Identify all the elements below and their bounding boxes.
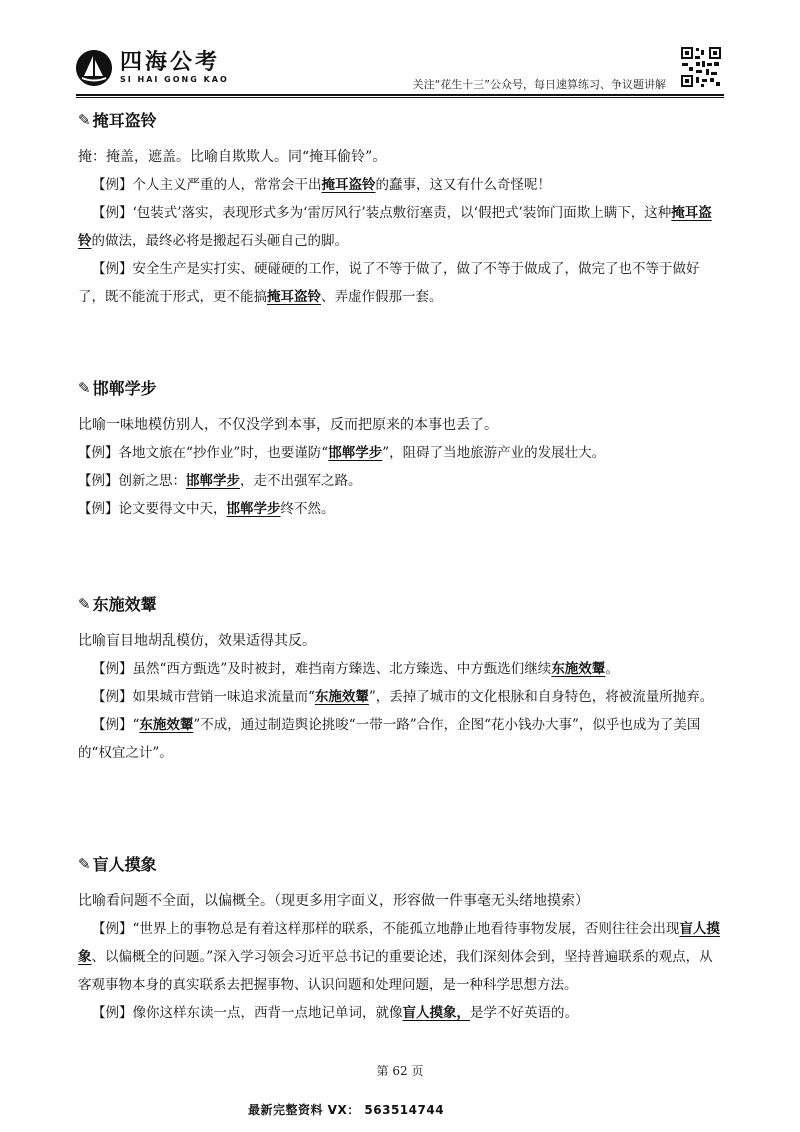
pencil-icon: ✎ — [78, 378, 91, 397]
example-text: “世界上的事物总是有着这样那样的联系，不能孤立地静止地看待事物发展，否则往往会出现 — [132, 921, 680, 937]
example-text: ”，阻碍了当地旅游产业的发展壮大。 — [382, 445, 606, 461]
idiom-keyword: 邯郸学步 — [328, 445, 383, 461]
example-text: 的做法，最终必将是搬起石头砸自己的脚。 — [91, 233, 348, 249]
example-tag: 【例】 — [78, 445, 119, 461]
idiom-keyword: 东施效颦 — [314, 689, 369, 705]
idiom-section — [78, 852, 724, 1027]
sailboat-logo-icon — [76, 50, 112, 86]
example-tag: 【例】 — [92, 661, 133, 677]
idiom-definition: 掩：掩盖，遮盖。比喻自欺欺人。同“掩耳偷铃”。 — [78, 149, 387, 165]
idiom-keyword: 邯郸学步 — [226, 501, 281, 517]
example-sentence — [78, 711, 724, 767]
example-sentence — [78, 467, 724, 495]
example-sentence — [78, 255, 724, 311]
example-text: 创新之思： — [118, 473, 186, 489]
idiom-section — [78, 108, 724, 311]
example-text: “ — [132, 717, 140, 733]
pencil-icon: ✎ — [78, 110, 91, 129]
page-header — [0, 0, 800, 100]
idiom-title: 邯郸学步 — [92, 379, 157, 398]
pencil-icon: ✎ — [78, 854, 91, 873]
example-sentence — [78, 199, 724, 255]
example-text: 个人主义严重的人，常常会干出 — [132, 177, 322, 193]
idiom-title: 东施效颦 — [92, 595, 157, 614]
example-text: 各地文旅在“抄作业”时，也要谨防“ — [118, 445, 329, 461]
header-divider — [76, 94, 724, 96]
example-text: 的蠢事，这又有什么奇怪呢！ — [375, 177, 551, 193]
idiom-keyword: 掩耳盗铃 — [267, 289, 321, 305]
example-tag: 【例】 — [92, 717, 133, 733]
example-text: ‘包装式’落实，表现形式多为‘雷厉风行’装点敷衍塞责，以‘假把式’装饰门面欺上瞒下，这种 — [132, 205, 672, 221]
header-note: 关注“花生十三”公众号，每日速算练习、争议题讲解 — [412, 78, 666, 91]
example-text: 像你这样东读一点，西背一点地记单词，就像 — [132, 1005, 403, 1021]
example-sentence — [78, 171, 724, 199]
example-tag: 【例】 — [92, 177, 133, 193]
example-sentence — [78, 915, 724, 999]
example-sentence — [78, 655, 724, 683]
example-text: ”，丢掉了城市的文化根脉和自身特色，将被流量所抛弃。 — [368, 689, 714, 705]
example-tag: 【例】 — [92, 261, 133, 277]
example-text: 、弄虚作假那一套。 — [321, 289, 443, 305]
header-divider-thin — [76, 97, 724, 98]
idiom-section — [78, 592, 724, 767]
example-text: 如果城市营销一味追求流量而“ — [132, 689, 315, 705]
example-text: 、以偏概全的问题。”深入学习领会习近平总书记的重要论述，我们深刻体会到，坚持普遍联系的观点，从客观事物本身的真实联系去把握事物、认识问题和处理问题，是一种科学思想方法。 — [78, 949, 713, 993]
example-sentence — [78, 495, 724, 523]
example-text: ”不成，通过制造舆论挑唆“一带一路”合作，企图“花小钱办大事”，似乎也成为了美国的“权宜之计”。 — [78, 717, 701, 761]
idiom-title: 盲人摸象 — [92, 855, 157, 874]
example-text: 虽然“西方甄选”及时被封，难挡南方臻选、北方臻选、中方甄选们继续 — [132, 661, 552, 677]
example-tag: 【例】 — [78, 473, 119, 489]
example-text: 论文要得文中天， — [118, 501, 227, 517]
idiom-section — [78, 376, 724, 523]
page-number: 第 62 页 — [376, 1064, 424, 1078]
example-tag: 【例】 — [92, 921, 133, 937]
example-tag: 【例】 — [78, 501, 119, 517]
idiom-keyword: 盲人摸象 — [78, 921, 720, 965]
idiom-definition: 比喻盲目地胡乱模仿，效果适得其反。 — [78, 633, 316, 649]
example-sentence — [78, 439, 724, 467]
idiom-definition: 比喻看问题不全面，以偏概全。（现更多用字面义，形容做一件事毫无头绪地摸索） — [78, 893, 589, 909]
example-sentence — [78, 683, 724, 711]
pencil-icon: ✎ — [78, 594, 91, 613]
example-text: ，走不出强军之路。 — [240, 473, 362, 489]
idiom-keyword: 东施效颦 — [139, 717, 194, 733]
idiom-keyword: 盲人摸象， — [402, 1005, 470, 1021]
idiom-keyword: 掩耳盗铃 — [321, 177, 376, 193]
qr-code-icon — [680, 46, 722, 88]
example-tag: 【例】 — [92, 689, 133, 705]
idiom-title: 掩耳盗铃 — [92, 111, 157, 130]
idiom-definition: 比喻一味地模仿别人，不仅没学到本事，反而把原来的本事也丢了。 — [78, 417, 498, 433]
logo-subtitle: SI HAI GONG KAO — [120, 75, 229, 84]
brand-logo — [76, 50, 229, 86]
idiom-keyword: 东施效颦 — [551, 661, 606, 677]
idiom-keyword: 邯郸学步 — [186, 473, 240, 489]
footer-promo: 最新完整资料 VX： 563514744 — [248, 1103, 445, 1117]
example-text: 。 — [605, 661, 619, 677]
logo-title: 四海公考 — [120, 50, 221, 75]
example-sentence — [78, 999, 724, 1027]
example-text: 终不然。 — [280, 501, 335, 517]
example-tag: 【例】 — [92, 1005, 133, 1021]
example-text: 是学不好英语的。 — [470, 1005, 578, 1021]
idiom-keyword: 掩耳盗铃 — [78, 205, 712, 249]
example-tag: 【例】 — [92, 205, 133, 221]
example-text: 安全生产是实打实、硬碰硬的工作，说了不等于做了，做了不等于做成了，做完了也不等于做好了，既不能流于形式，更不能搞 — [78, 261, 700, 305]
